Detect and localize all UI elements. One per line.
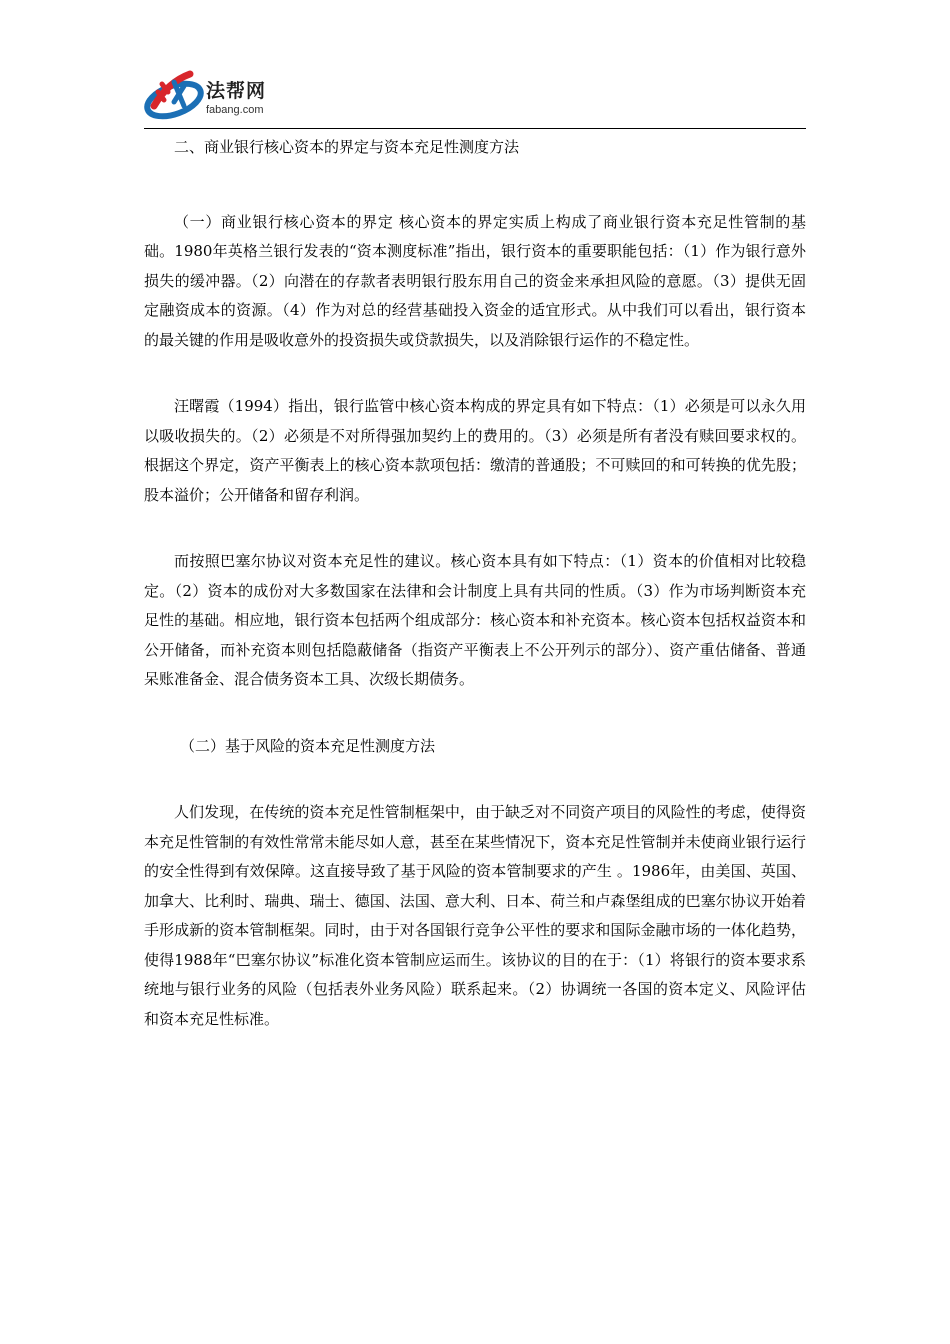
- site-logo[interactable]: [144, 62, 314, 126]
- paragraph-core-capital-definition: （一）商业银行核心资本的界定 核心资本的界定实质上构成了商业银行资本充足性管制的基础。1980年英格兰银行发表的“资本测度标准”指出，银行资本的重要职能包括：（1）作为银行意外损失的缓冲器。（2）向潜在的存款者表明银行股东用自己的资金来承担风险的意愿。（3）提供无固定融资成本的资源。（4）作为对总的经营基础投入资金的适宜形式。从中我们可以看出，银行资本的最关键的作用是吸收意外的投资损失或贷款损失，以及消除银行运作的不稳定性。: [144, 212, 806, 349]
- paragraph-risk-based-method: 人们发现，在传统的资本充足性管制框架中，由于缺乏对不同资产项目的风险性的考虑，使得资本充足性管制的有效性常常未能尽如人意，甚至在某些情况下，资本充足性管制并未使商业银行运行的安全性得到有效保障。这直接导致了基于风险的资本管制要求的产生 。1986年，由美国、英国、加拿大、比利时、瑞典、瑞士、德国、法国、意大利、日本、荷兰和卢森堡组成的巴塞尔协议开始着手形成新的资本管制框架。同时，由于对各国银行竞争公平性的要求和国际金融市场的一体化趋势，使得1988年“巴塞尔协议”标准化资本管制应运而生。该协议的目的在于：（1）将银行的资本要求系统地与银行业务的风险（包括表外业务风险）联系起来。（2）协调统一各国的资本定义、风险评估和资本充足性标准。: [144, 803, 806, 1028]
- logo-swoosh-icon: [144, 62, 208, 126]
- section-heading: 二、商业银行核心资本的界定与资本充足性测度方法: [174, 138, 520, 156]
- logo-domain: fabang.com: [206, 104, 264, 116]
- page-header: [144, 62, 806, 130]
- subsection-heading: （二）基于风险的资本充足性测度方法: [180, 736, 436, 755]
- logo-name: 法帮网: [206, 80, 267, 102]
- header-divider: [144, 128, 806, 129]
- paragraph-basel-recommendation: 而按照巴塞尔协议对资本充足性的建议。核心资本具有如下特点：（1）资本的价值相对比较稳定。（2）资本的成份对大多数国家在法律和会计制度上具有共同的性质。（3）作为市场判断资本充足性的基础。相应地，银行资本包括两个组成部分：核心资本和补充资本。核心资本包括权益资本和公开储备，而补充资本则包括隐蔽储备（指资产平衡表上不公开列示的部分）、资产重估储备、普通呆账准备金、混合债务资本工具、次级长期债务。: [144, 552, 806, 688]
- paragraph-wang-shuxia: 汪曙霞（1994）指出，银行监管中核心资本构成的界定具有如下特点：（1）必须是可以永久用以吸收损失的。（2）必须是不对所得强加契约上的费用的。（3）必须是所有者没有赎回要求权的。根据这个界定，资产平衡表上的核心资本款项包括：缴清的普通股；不可赎回的和可转换的优先股；股本溢价；公开储备和留存利润。: [144, 397, 806, 504]
- document-body: [144, 133, 806, 1071]
